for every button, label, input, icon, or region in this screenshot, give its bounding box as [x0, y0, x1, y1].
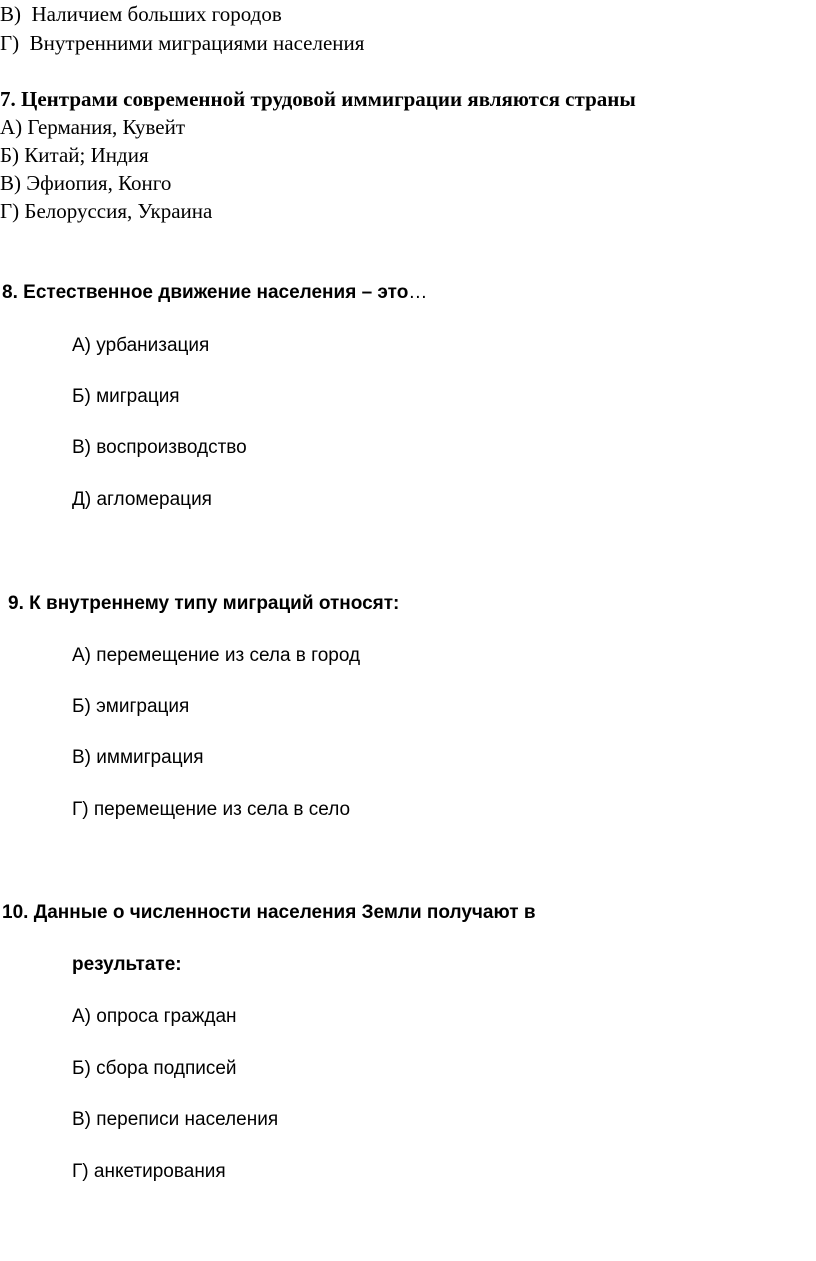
question-number: 7.	[0, 87, 16, 111]
question-10-title	[2, 903, 536, 922]
question-7-title	[0, 89, 636, 110]
option-text: Внутренними миграциями населения	[29, 31, 365, 55]
question-9-option-d: Г) перемещение из села в село	[72, 799, 351, 820]
question-9-option-c: В) иммиграция	[72, 747, 204, 768]
option-letter: В)	[0, 2, 21, 26]
question-text: Данные о численности населения Земли получают в	[33, 902, 536, 923]
question-7-option-d: Г) Белоруссия, Украина	[0, 199, 213, 223]
question-9-option-a: А) перемещение из села в город	[72, 645, 361, 666]
option-line	[0, 4, 282, 25]
question-10-option-b: Б) сбора подписей	[72, 1058, 237, 1079]
question-8-option-b: Б) миграция	[72, 386, 180, 407]
question-7-option-a: А) Германия, Кувейт	[0, 115, 186, 139]
question-10-option-d: Г) анкетирования	[72, 1161, 226, 1182]
option-letter: Г)	[0, 31, 20, 55]
question-8-title	[2, 283, 427, 302]
question-7-option-c: В) Эфиопия, Конго	[0, 171, 172, 195]
question-8-option-a: А) урбанизация	[72, 335, 210, 356]
question-9-title	[8, 594, 399, 613]
question-10-option-a: А) опроса граждан	[72, 1006, 237, 1027]
question-text: К внутреннему типу миграций относят:	[29, 593, 400, 614]
question-number: 10.	[2, 902, 29, 923]
question-number: 8.	[2, 282, 18, 303]
option-text: Наличием больших городов	[31, 2, 282, 26]
question-ellipsis: …	[408, 282, 428, 303]
question-10-option-c: В) переписи населения	[72, 1109, 279, 1130]
question-8-option-c: В) воспроизводство	[72, 437, 247, 458]
question-7-option-b: Б) Китай; Индия	[0, 143, 149, 167]
question-number: 9.	[8, 593, 24, 614]
question-text: Центрами современной трудовой иммиграции являются страны	[21, 87, 636, 111]
question-text: Естественное движение населения – это	[23, 282, 409, 303]
question-8-option-d: Д) агломерация	[72, 489, 212, 510]
question-10-title-continued: результате:	[72, 954, 182, 975]
question-9-option-b: Б) эмиграция	[72, 696, 190, 717]
option-line	[0, 33, 364, 54]
